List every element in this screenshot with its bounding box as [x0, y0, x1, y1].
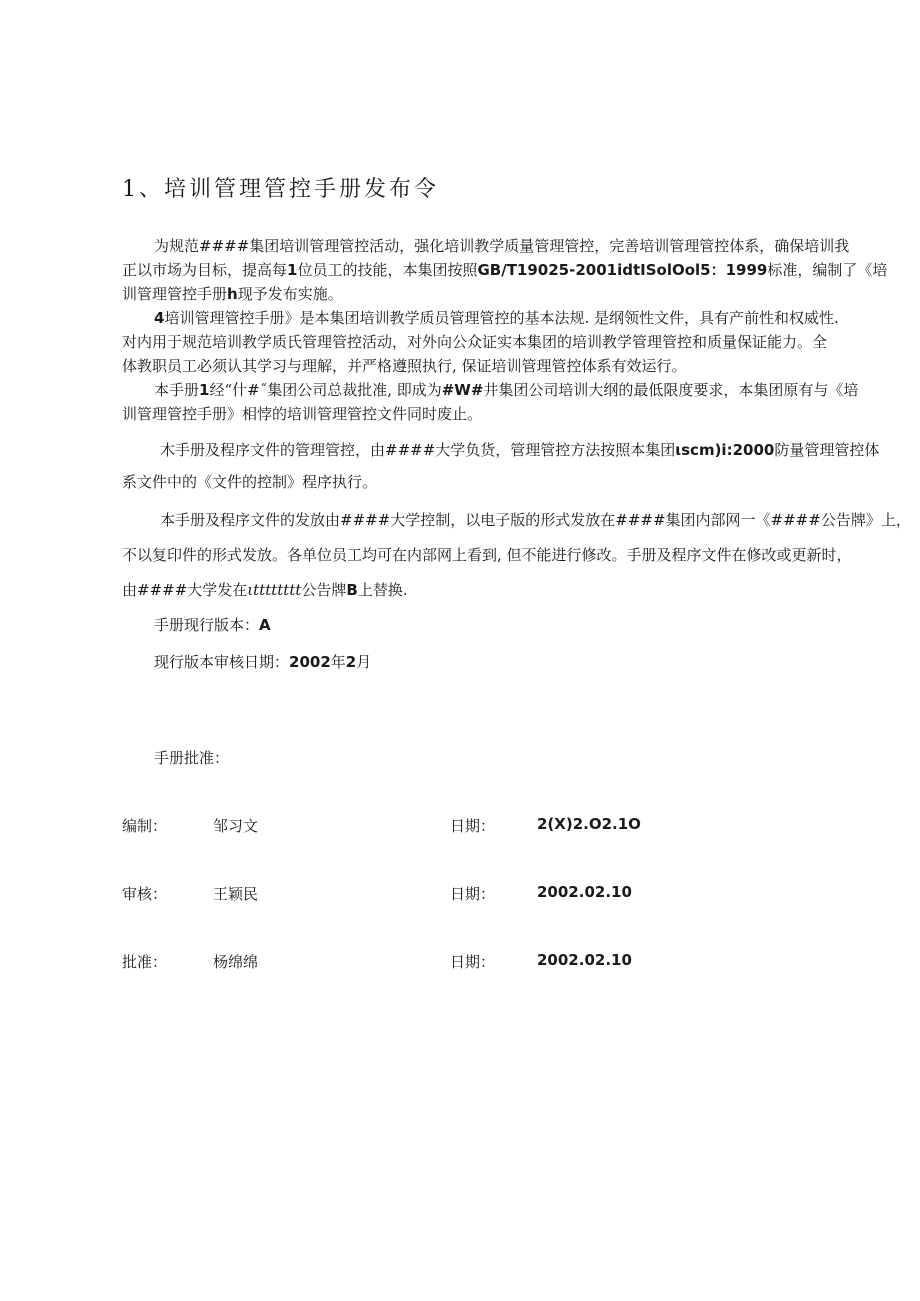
paragraph-line: 对内用于规范培训教学质氏管理管控活动，对外向公众证实本集团的培训教学管理管控和质量保证能力。全	[122, 333, 828, 351]
document-title: 1、培训管理管控手册发布令	[122, 177, 439, 202]
paragraph-management	[122, 434, 880, 498]
current-version	[154, 614, 271, 635]
paragraph-line: 系文件中的《文件的控制》程序执行。	[122, 473, 378, 491]
paragraph-approval	[122, 378, 857, 426]
signature-row-approve	[122, 951, 857, 975]
paragraph-line: 本手册1经“什#˝集团公司总裁批准, 即成为#W#井集团公司培训大纲的最低限度要求，本集团原有与《培	[154, 381, 859, 399]
paragraph-line: 训管理管控手册h现予发布实施。	[122, 285, 343, 303]
signature-role: 审核：	[122, 885, 168, 903]
paragraph-line: 木手册及程序文件的管理管控，由####大学负货，管理管控方法按照本集团ιscm)i:2000防量管理管控体	[160, 441, 880, 459]
standard-code: GB/T19025-2001idtISolOol5：1999	[477, 261, 768, 279]
paragraph-line: 训管理管控手册》相悖的培训管理管控文件同时废止。	[122, 405, 483, 423]
paragraph-purpose	[122, 234, 888, 306]
paragraph-line: 体教职员工必须认其学习与理解，并严格遵照执行, 保证培训管理管控体系有效运行。	[122, 357, 687, 375]
signature-date: 2002.02.10	[537, 883, 632, 901]
signature-date-label: 日期：	[450, 953, 496, 971]
signature-date-label: 日期：	[450, 885, 496, 903]
paragraph-line: 不以复印件的形式发放。各单位员工均可在内部网上看到, 但不能进行修改。手册及程序文件在修改或更新时，	[122, 546, 852, 564]
signature-name: 邹习文	[213, 817, 259, 835]
review-date-label: 现行版本审核日期：	[154, 653, 290, 671]
signature-row-review	[122, 883, 857, 907]
signature-date-label: 日期：	[450, 817, 496, 835]
version-label: 手册现行版本：	[154, 616, 260, 634]
signature-row-compile	[122, 815, 857, 839]
signature-role: 编制：	[122, 817, 168, 835]
approval-heading: 手册批准：	[154, 749, 230, 767]
paragraph-line: 本手册及程序文件的发放由####大学控制，以电子版的形式发放在####集团内部网一《####公告牌》上，	[160, 511, 911, 529]
signature-name: 王颖民	[213, 885, 259, 903]
signature-role: 批准：	[122, 953, 168, 971]
signature-date: 2(X)2.O2.1O	[537, 815, 641, 833]
signature-name: 杨绵绵	[213, 953, 259, 971]
paragraph-distribution	[122, 503, 911, 608]
version-value: A	[259, 616, 271, 634]
paragraph-line: 4培训管理管控手册》是本集团培训教学质员管理管控的基本法规. 是纲领性文件，具有产前性和权威性.	[154, 309, 839, 327]
review-date: 现行版本审核日期：2002年2月	[154, 653, 372, 671]
signature-date: 2002.02.10	[537, 951, 632, 969]
paragraph-line: 正以市场为目标，提高每1位员工的技能，本集团按照GB/T19025-2001idtISolOol5：1999标准，编制了《培	[122, 261, 888, 279]
paragraph-line: 为规范####集团培训管理管控活动，强化培训教学质量管理管控，完善培训管理管控体系，确保培训我	[154, 237, 850, 255]
paragraph-nature	[122, 306, 857, 378]
paragraph-line: 由####大学发在ιtttttttt公告牌B上替换.	[122, 581, 408, 599]
